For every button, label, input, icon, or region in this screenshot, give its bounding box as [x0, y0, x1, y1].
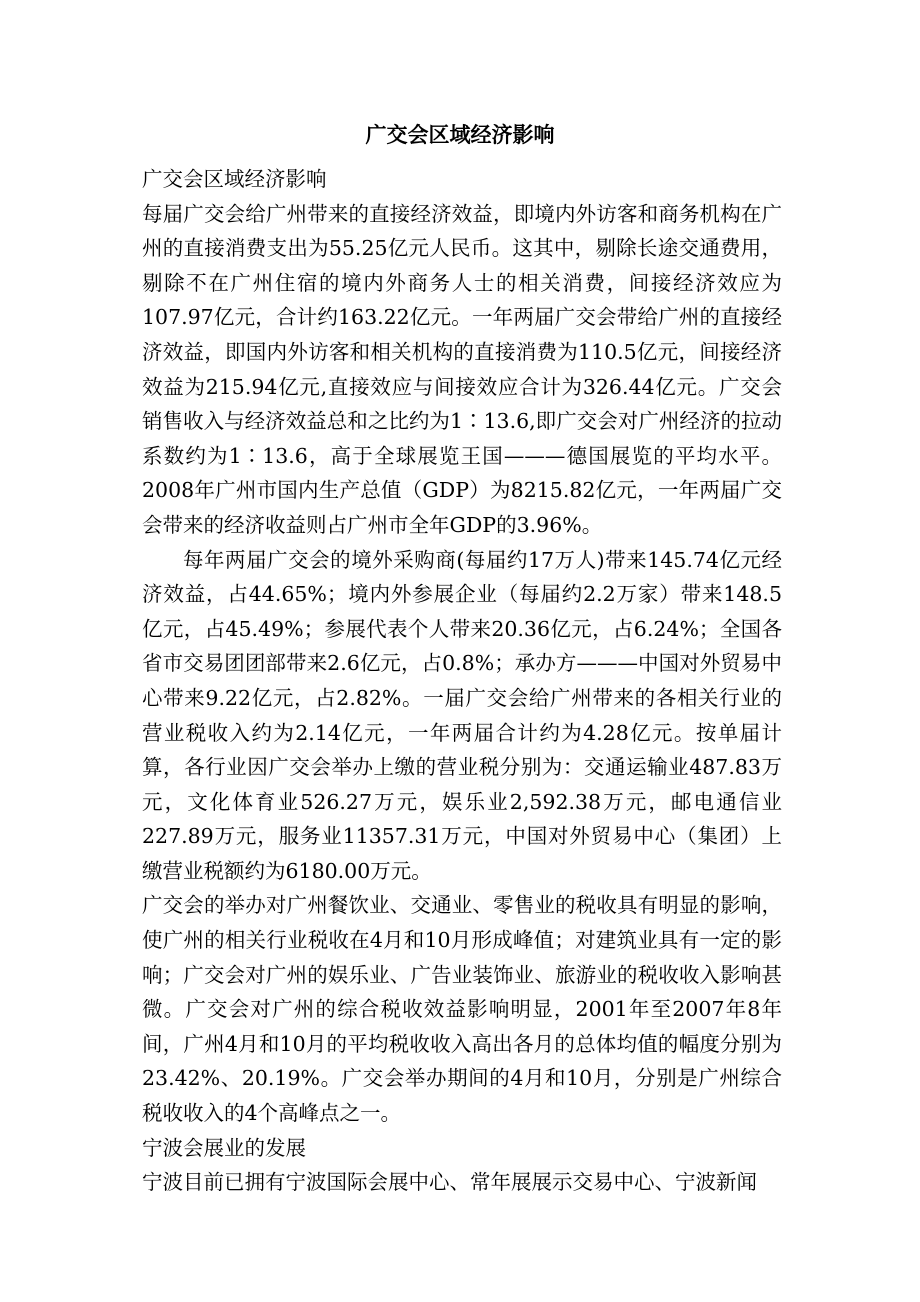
paragraph-ningbo-venues: 宁波目前已拥有宁波国际会展中心、常年展展示交易中心、宁波新闻 — [142, 1170, 757, 1195]
paragraph-tax-impact: 广交会的举办对广州餐饮业、交通业、零售业的税收具有明显的影响，使广州的相关行业税收在4月和10月形成峰值；对建筑业具有一定的影响；广交会对广州的娱乐业、广告业装饰业、旅游业的税收收入影响甚微。广交会对广州的综合税收效益影响明显，2001年至2007年8年间，广州4月和10月的平均税收收入高出各月的总体均值的幅度分别为23.42%、20.19%。广交会举办期间的4月和10月，分别是广州综合税收收入的4个高峰点之一。 — [142, 893, 782, 1126]
section-heading-ningbo: 宁波会展业的发展 — [142, 1135, 306, 1160]
document-body — [142, 162, 782, 1200]
paragraph-direct-economic-benefit: 每届广交会给广州带来的直接经济效益，即境内外访客和商务机构在广州的直接消费支出为55.25亿元人民币。这其中，剔除长途交通费用，剔除不在广州住宿的境内外商务人士的相关消费，间接经济效应为107.97亿元，合计约163.22亿元。一年两届广交会带给广州的直接经济效益，即国内外访客和相关机构的直接消费为110.5亿元，间接经济效益为215.94亿元,直接效应与间接效应合计为326.44亿元。广交会销售收入与经济效益总和之比约为1∶13.6,即广交会对广州经济的拉动系数约为1∶13.6，高于全球展览王国———德国展览的平均水平。2008年广州市国内生产总值（GDP）为8215.82亿元，一年两届广交会带来的经济收益则占广州市全年GDP的3.96%。 — [142, 201, 782, 537]
paragraph-benefit-breakdown: 每年两届广交会的境外采购商(每届约17万人)带来145.74亿元经济效益，占44.65%；境内外参展企业（每届约2.2万家）带来148.5亿元，占45.49%；参展代表个人带来20.36亿元，占6.24%；全国各省市交易团团部带来2.6亿元，占0.8%；承办方———中国对外贸易中心带来9.22亿元，占2.82%。一届广交会给广州带来的各相关行业的营业税收入约为2.14亿元，一年两届合计约为4.28亿元。按单届计算，各行业因广交会举办上缴的营业税分别为：交通运输业487.83万元，文化体育业526.27万元，娱乐业2,592.38万元，邮电通信业227.89万元，服务业11357.31万元，中国对外贸易中心（集团）上缴营业税额约为6180.00万元。 — [142, 547, 782, 883]
section-heading-guangjiaohui: 广交会区域经济影响 — [142, 167, 327, 191]
document-title: 广交会区域经济影响 — [365, 123, 555, 147]
